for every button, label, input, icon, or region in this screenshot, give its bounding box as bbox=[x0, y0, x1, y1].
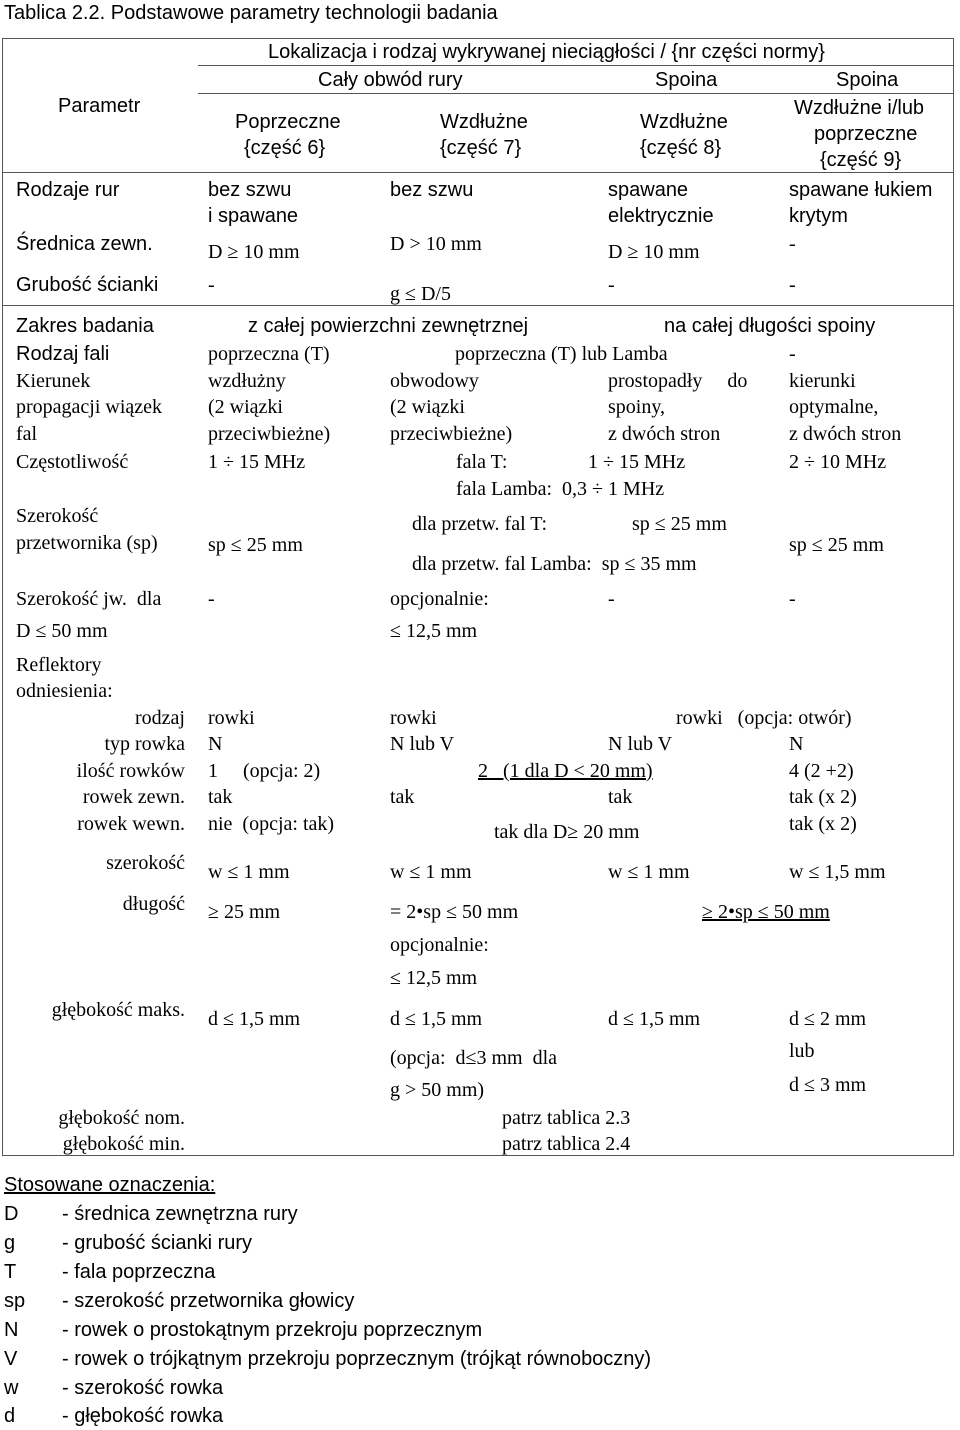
row-label: przetwornika (sp) bbox=[16, 532, 158, 554]
cell: 1 ÷ 15 MHz bbox=[208, 451, 306, 473]
cell: d ≤ 1,5 mm bbox=[208, 1008, 301, 1030]
divider bbox=[2, 305, 954, 306]
cell: 1 (opcja: 2) bbox=[208, 760, 321, 782]
legend-symbol: T bbox=[4, 1261, 17, 1283]
cell: - bbox=[608, 274, 615, 296]
sub-label: typ rowka bbox=[104, 733, 185, 755]
header-col4-part: {część 9} bbox=[820, 149, 902, 171]
cell: tak bbox=[390, 786, 415, 808]
cell: krytym bbox=[789, 205, 848, 227]
sub-label: głębokość maks. bbox=[51, 999, 185, 1021]
cell: N bbox=[789, 733, 804, 755]
legend-symbol: D bbox=[4, 1203, 19, 1225]
cell: g > 50 mm) bbox=[390, 1079, 485, 1101]
cell: spoiny, bbox=[608, 396, 666, 418]
cell: w ≤ 1,5 mm bbox=[789, 861, 886, 883]
cell: sp ≤ 25 mm bbox=[789, 534, 884, 556]
divider bbox=[2, 172, 954, 173]
cell: bez szwu bbox=[208, 179, 292, 201]
cell: - bbox=[208, 274, 215, 296]
cell: ≥ 25 mm bbox=[208, 901, 281, 923]
cell: z całej powierzchni zewnętrznej bbox=[248, 315, 529, 337]
cell: - bbox=[608, 588, 615, 610]
cell: tak (x 2) bbox=[789, 813, 857, 835]
legend-symbol: d bbox=[4, 1405, 16, 1427]
cell: fala Lamba: 0,3 ÷ 1 MHz bbox=[456, 478, 665, 500]
cell: dla przetw. fal T: bbox=[412, 513, 548, 535]
header-col1-part: {część 6} bbox=[244, 137, 326, 159]
header-col3: Wzdłużne bbox=[640, 111, 728, 133]
cell: - bbox=[208, 588, 215, 610]
cell: tak bbox=[608, 786, 633, 808]
legend-description: - grubość ścianki rury bbox=[62, 1232, 253, 1254]
cell: prostopadły do bbox=[608, 370, 748, 392]
row-label: fal bbox=[16, 423, 38, 445]
header-col3-part: {część 8} bbox=[640, 137, 722, 159]
cell: dla przetw. fal Lamba: sp ≤ 35 mm bbox=[412, 553, 697, 575]
cell: d ≤ 2 mm bbox=[789, 1008, 867, 1030]
cell: tak bbox=[208, 786, 233, 808]
row-label: Rodzaje rur bbox=[16, 179, 120, 201]
legend-description: - rowek o trójkątnym przekroju poprzecznym (trójkąt równoboczny) bbox=[62, 1348, 652, 1370]
cell: w ≤ 1 mm bbox=[608, 861, 690, 883]
cell: elektrycznie bbox=[608, 205, 714, 227]
cell: d ≤ 1,5 mm bbox=[390, 1008, 483, 1030]
legend-symbol: g bbox=[4, 1232, 16, 1254]
cell: (2 wiązki bbox=[390, 396, 465, 418]
cell: poprzeczna (T) lub Lamba bbox=[455, 343, 668, 365]
row-label: Grubość ścianki bbox=[16, 274, 159, 296]
cell: wzdłużny bbox=[208, 370, 286, 392]
row-label: Kierunek bbox=[16, 370, 91, 392]
divider bbox=[198, 65, 954, 66]
cell: 1 ÷ 15 MHz bbox=[588, 451, 686, 473]
cell: z dwóch stron bbox=[789, 423, 902, 445]
cell: N lub V bbox=[608, 733, 673, 755]
cell: ≤ 12,5 mm bbox=[390, 620, 478, 642]
sub-label: długość bbox=[122, 893, 185, 915]
cell: tak (x 2) bbox=[789, 786, 857, 808]
cell: d ≤ 1,5 mm bbox=[608, 1008, 701, 1030]
cell: przeciwbieżne) bbox=[208, 423, 331, 445]
cell: lub bbox=[789, 1040, 815, 1062]
cell: rowki bbox=[208, 707, 255, 729]
header-col1: Poprzeczne bbox=[235, 111, 341, 133]
cell: N lub V bbox=[390, 733, 455, 755]
row-label: odniesienia: bbox=[16, 680, 113, 702]
cell: optymalne, bbox=[789, 396, 879, 418]
row-label: Zakres badania bbox=[16, 315, 154, 337]
sub-label: głębokość nom. bbox=[58, 1107, 185, 1129]
cell: rowki (opcja: otwór) bbox=[676, 707, 852, 729]
header-parametr: Parametr bbox=[58, 95, 141, 117]
cell: bez szwu bbox=[390, 179, 474, 201]
legend-description: - głębokość rowka bbox=[62, 1405, 224, 1427]
header-col4: poprzeczne bbox=[814, 123, 918, 145]
cell: spawane bbox=[608, 179, 689, 201]
divider bbox=[198, 93, 954, 94]
sub-label: rowek wewn. bbox=[77, 813, 185, 835]
cell: D ≥ 10 mm bbox=[608, 241, 700, 263]
header-col4: Wzdłużne i/lub bbox=[794, 97, 925, 119]
sub-label: rodzaj bbox=[135, 707, 185, 729]
cell: - bbox=[789, 233, 796, 255]
row-label: Reflektory bbox=[16, 654, 102, 676]
cell: w ≤ 1 mm bbox=[208, 861, 290, 883]
cell: ≤ 12,5 mm bbox=[390, 967, 478, 989]
legend-description: - średnica zewnętrzna rury bbox=[62, 1203, 298, 1225]
cell: D ≥ 10 mm bbox=[208, 241, 300, 263]
sub-label: głębokość min. bbox=[62, 1133, 185, 1155]
legend-description: - szerokość przetwornika głowicy bbox=[62, 1290, 355, 1312]
cell: fala T: bbox=[456, 451, 508, 473]
cell: d ≤ 3 mm bbox=[789, 1074, 867, 1096]
cell: obwodowy bbox=[390, 370, 479, 392]
cell: na całej długości spoiny bbox=[664, 315, 876, 337]
legend-symbol: N bbox=[4, 1319, 19, 1341]
cell: - bbox=[789, 588, 796, 610]
cell: poprzeczna (T) bbox=[208, 343, 330, 365]
cell: ≥ 2•sp ≤ 50 mm bbox=[702, 901, 830, 923]
header-caly-obwod: Cały obwód rury bbox=[318, 69, 463, 91]
cell: 2 ÷ 10 MHz bbox=[789, 451, 887, 473]
row-label: Szerokość bbox=[16, 505, 99, 527]
row-label: Szerokość jw. dla bbox=[16, 588, 162, 610]
cell: sp ≤ 25 mm bbox=[208, 534, 303, 556]
cell: nie (opcja: tak) bbox=[208, 813, 335, 835]
row-label: D ≤ 50 mm bbox=[16, 620, 108, 642]
header-spoina: Spoina bbox=[836, 69, 899, 91]
cell: g ≤ D/5 bbox=[390, 283, 451, 305]
header-spoina: Spoina bbox=[655, 69, 718, 91]
legend-title: Stosowane oznaczenia: bbox=[4, 1174, 216, 1196]
cell: patrz tablica 2.3 bbox=[502, 1107, 631, 1129]
row-label: Rodzaj fali bbox=[16, 343, 110, 365]
cell: i spawane bbox=[208, 205, 299, 227]
header-col2-part: {część 7} bbox=[440, 137, 522, 159]
cell: tak dla D≥ 20 mm bbox=[494, 821, 640, 843]
cell: N bbox=[208, 733, 223, 755]
legend-description: - szerokość rowka bbox=[62, 1377, 224, 1399]
sub-label: ilość rowków bbox=[76, 760, 185, 782]
cell: spawane łukiem bbox=[789, 179, 933, 201]
row-label: Średnica zewn. bbox=[16, 233, 153, 255]
cell: rowki bbox=[390, 707, 437, 729]
cell: patrz tablica 2.4 bbox=[502, 1133, 631, 1155]
legend-symbol: V bbox=[4, 1348, 18, 1370]
cell: opcjonalnie: bbox=[390, 934, 489, 956]
header-lokalizacja: Lokalizacja i rodzaj wykrywanej nieciągłości / {nr części normy} bbox=[268, 41, 825, 63]
legend-symbol: w bbox=[4, 1377, 19, 1399]
cell: przeciwbieżne) bbox=[390, 423, 513, 445]
cell: opcjonalnie: bbox=[390, 588, 489, 610]
header-col2: Wzdłużne bbox=[440, 111, 528, 133]
table-title: Tablica 2.2. Podstawowe parametry technologii badania bbox=[4, 2, 498, 24]
sub-label: rowek zewn. bbox=[82, 786, 185, 808]
sub-label: szerokość bbox=[106, 852, 185, 874]
row-label: Częstotliwość bbox=[16, 451, 129, 473]
cell: - bbox=[789, 274, 796, 296]
cell: kierunki bbox=[789, 370, 856, 392]
cell: D > 10 mm bbox=[390, 233, 482, 255]
cell: = 2•sp ≤ 50 mm bbox=[390, 901, 519, 923]
row-label: propagacji wiązek bbox=[16, 396, 163, 418]
cell: sp ≤ 25 mm bbox=[632, 513, 727, 535]
legend-symbol: sp bbox=[4, 1290, 26, 1312]
cell: - bbox=[789, 343, 796, 365]
cell: w ≤ 1 mm bbox=[390, 861, 472, 883]
cell: (opcja: d≤3 mm dla bbox=[390, 1047, 558, 1069]
cell: (2 wiązki bbox=[208, 396, 283, 418]
legend-description: - fala poprzeczna bbox=[62, 1261, 216, 1283]
cell: 2 (1 dla D < 20 mm) bbox=[478, 760, 653, 782]
cell: z dwóch stron bbox=[608, 423, 721, 445]
cell: 4 (2 +2) bbox=[789, 760, 854, 782]
legend-description: - rowek o prostokątnym przekroju poprzecznym bbox=[62, 1319, 483, 1341]
